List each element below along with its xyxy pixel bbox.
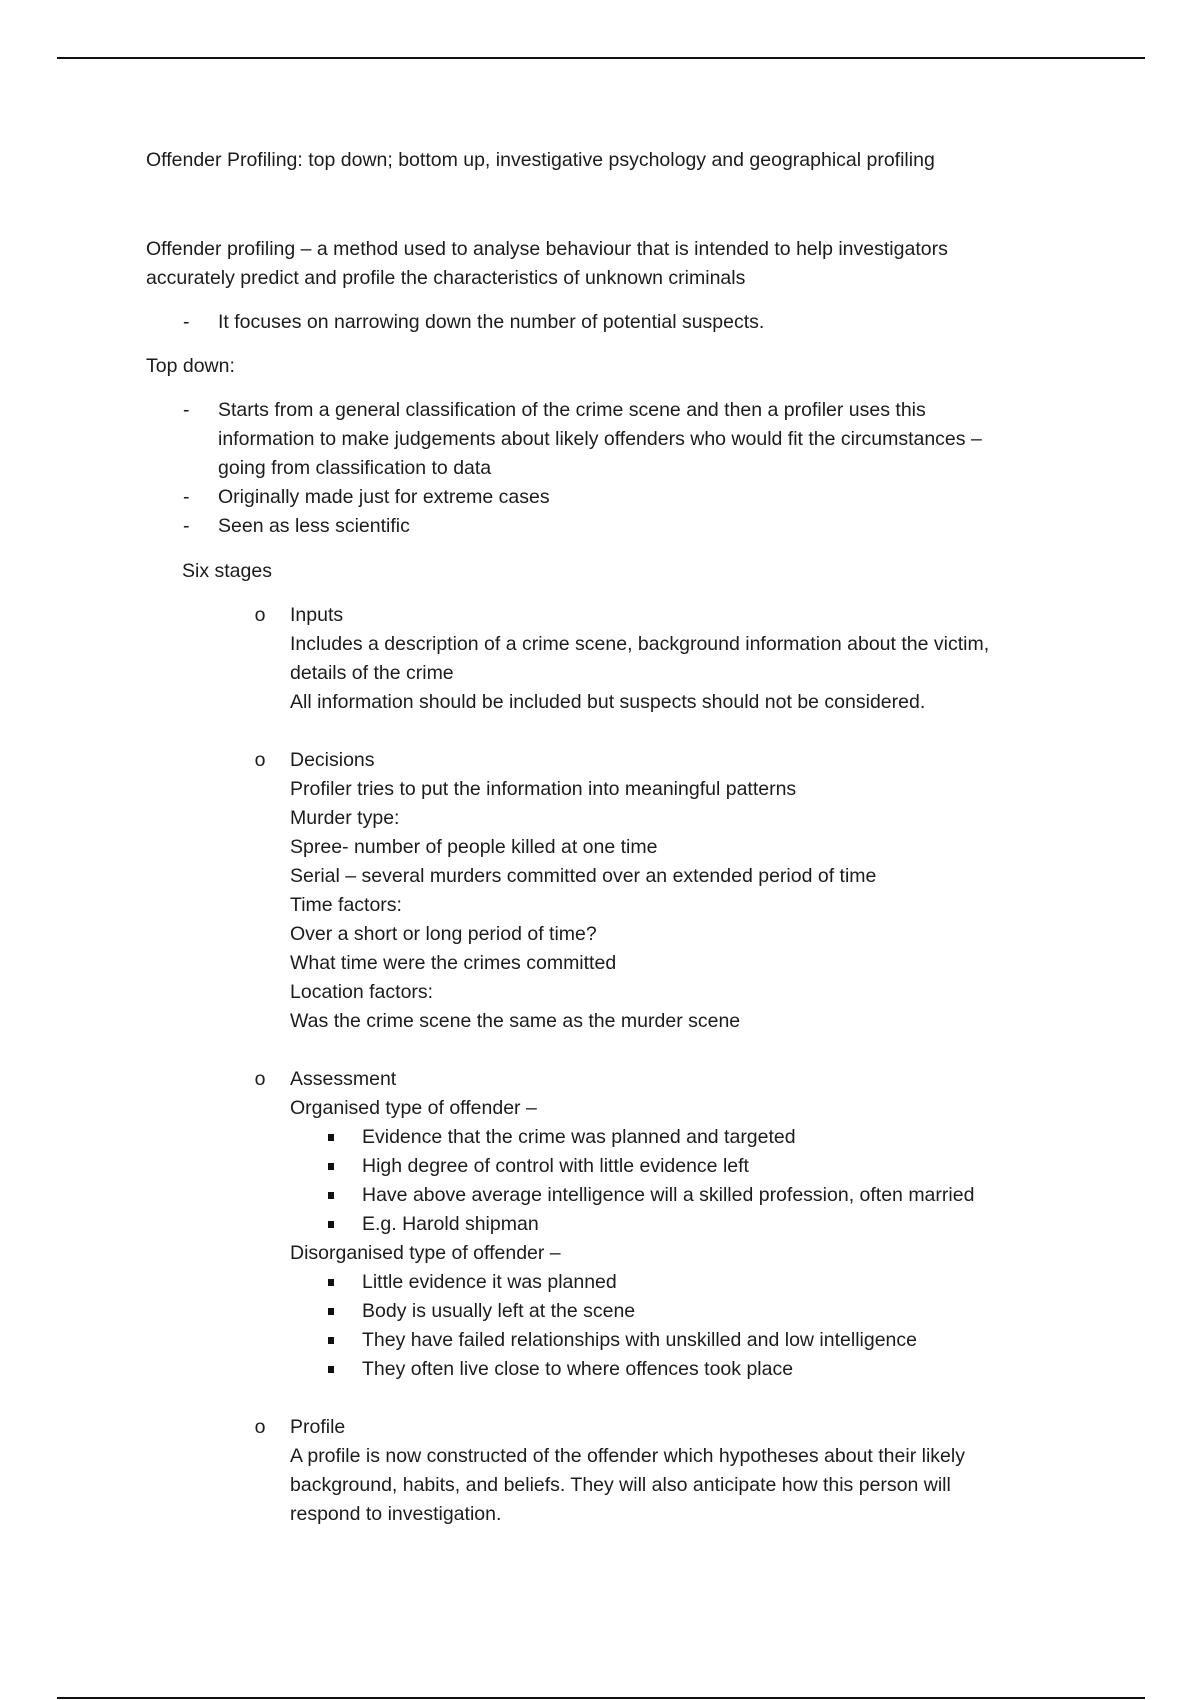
square-bullet-icon (328, 1279, 334, 1286)
stage-title: Assessment (290, 1068, 397, 1090)
stage-line: Murder type: (290, 807, 400, 829)
square-bullet-icon (328, 1163, 334, 1170)
stage-title: Decisions (290, 749, 375, 771)
list-item-text: High degree of control with little evidence left (362, 1155, 749, 1177)
stage-assessment (146, 1065, 1046, 1384)
stage-line: Spree- number of people killed at one time (290, 836, 658, 858)
square-bullet-icon (328, 1366, 334, 1373)
list-item-text: Seen as less scientific (218, 515, 410, 537)
organised-list (290, 1123, 1046, 1239)
stage-inputs (146, 601, 1046, 717)
stage-line: Was the crime scene the same as the murder scene (290, 1010, 741, 1032)
list-item (290, 1355, 1046, 1384)
list-item (290, 1210, 1046, 1239)
document-title: Offender Profiling: top down; bottom up, investigative psychology and geographical profiling (146, 149, 935, 171)
square-bullet-icon (328, 1134, 334, 1141)
dash-bullet-icon: - (183, 515, 190, 537)
dash-bullet-icon: - (183, 399, 190, 421)
header-rule (57, 57, 1145, 59)
stage-title: Profile (290, 1416, 346, 1438)
circle-bullet-icon: o (254, 1068, 266, 1090)
list-item-text: Body is usually left at the scene (362, 1300, 636, 1322)
organised-label: Organised type of offender – (290, 1097, 537, 1119)
list-item (146, 512, 1046, 541)
list-item-text: going from classification to data (218, 457, 492, 479)
definition-line-2: accurately predict and profile the characteristics of unknown criminals (146, 267, 746, 289)
list-item (146, 308, 1046, 337)
list-item-text: Evidence that the crime was planned and targeted (362, 1126, 796, 1148)
stage-line: respond to investigation. (290, 1503, 502, 1525)
list-item-text: Originally made just for extreme cases (218, 486, 550, 508)
list-item (290, 1326, 1046, 1355)
list-item (290, 1181, 1046, 1210)
stage-profile (146, 1413, 1046, 1529)
document-body (146, 146, 1046, 1529)
disorganised-list (290, 1268, 1046, 1384)
circle-bullet-icon: o (254, 749, 266, 771)
stage-decisions (146, 746, 1046, 1036)
circle-bullet-icon: o (254, 604, 266, 626)
stage-line: details of the crime (290, 662, 454, 684)
list-item-text: E.g. Harold shipman (362, 1213, 539, 1235)
top-down-heading: Top down: (146, 355, 235, 377)
stage-line: Serial – several murders committed over an extended period of time (290, 865, 877, 887)
stage-title: Inputs (290, 604, 344, 626)
list-item-text: It focuses on narrowing down the number of potential suspects. (218, 311, 765, 333)
circle-bullet-icon: o (254, 1416, 266, 1438)
square-bullet-icon (328, 1308, 334, 1315)
square-bullet-icon (328, 1221, 334, 1228)
square-bullet-icon (328, 1337, 334, 1344)
definition-line-1: Offender profiling – a method used to analyse behaviour that is intended to help investigators (146, 238, 948, 260)
list-item (290, 1123, 1046, 1152)
dash-bullet-icon: - (183, 486, 190, 508)
list-item-text: Have above average intelligence will a skilled profession, often married (362, 1184, 975, 1206)
stage-line: Time factors: (290, 894, 402, 916)
stage-line: background, habits, and beliefs. They will also anticipate how this person will (290, 1474, 951, 1496)
list-item (290, 1268, 1046, 1297)
list-item (290, 1152, 1046, 1181)
list-item-text: They have failed relationships with unskilled and low intelligence (362, 1329, 917, 1351)
list-item (146, 483, 1046, 512)
square-bullet-icon (328, 1192, 334, 1199)
list-item (290, 1297, 1046, 1326)
stage-line: A profile is now constructed of the offender which hypotheses about their likely (290, 1445, 965, 1467)
dash-bullet-icon: - (183, 311, 190, 333)
stage-line: Over a short or long period of time? (290, 923, 597, 945)
footer-rule (57, 1697, 1145, 1699)
list-item (146, 396, 1046, 483)
definition-bullets (146, 308, 1046, 337)
top-down-bullets (146, 396, 1046, 541)
stage-line: What time were the crimes committed (290, 952, 617, 974)
disorganised-label: Disorganised type of offender – (290, 1242, 561, 1264)
list-item-text: Starts from a general classification of the crime scene and then a profiler uses this (218, 399, 926, 421)
list-item-text: Little evidence it was planned (362, 1271, 617, 1293)
stage-line: Location factors: (290, 981, 434, 1003)
list-item-text: information to make judgements about likely offenders who would fit the circumstances – (218, 428, 982, 450)
stage-line: Includes a description of a crime scene, background information about the victim, (290, 633, 990, 655)
list-item-text: They often live close to where offences took place (362, 1358, 794, 1380)
stage-line: Profiler tries to put the information into meaningful patterns (290, 778, 797, 800)
six-stages-label: Six stages (182, 560, 272, 582)
stage-line: All information should be included but suspects should not be considered. (290, 691, 926, 713)
